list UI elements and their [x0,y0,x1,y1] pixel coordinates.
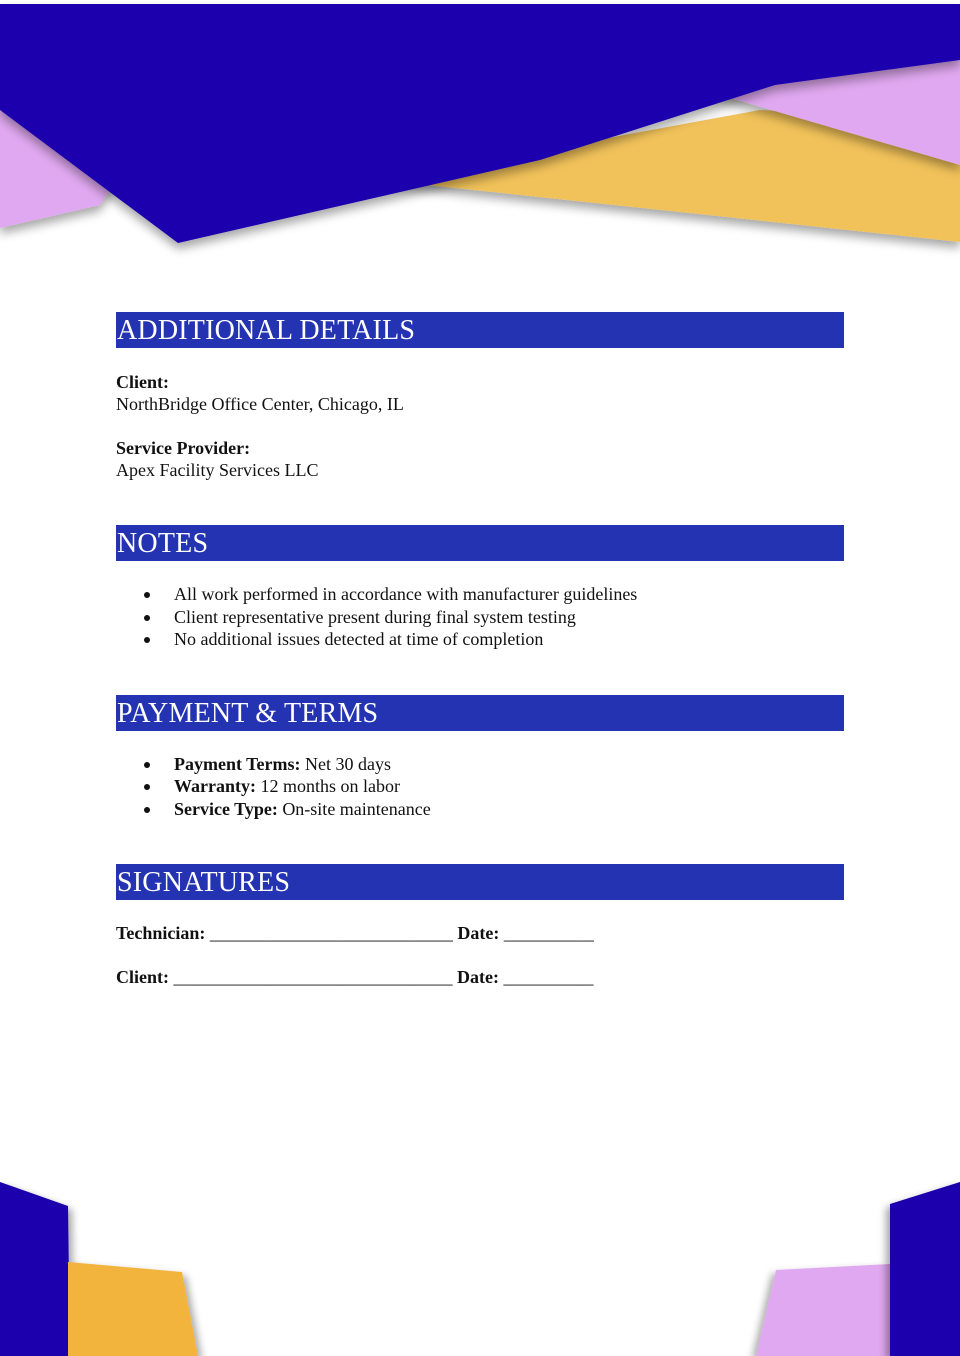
list-item: All work performed in accordance with manufacturer guidelines [116,583,844,606]
notes-header: NOTES [116,525,844,561]
footer-right-lavender-shape [756,1264,890,1356]
document-body [116,312,844,988]
payment-terms-value: Net 30 days [304,753,391,774]
client-label: Client: [116,372,169,392]
client-date-label: Date: [457,967,499,987]
list-item [116,798,844,821]
service-provider-label: Service Provider: [116,438,251,458]
payment-terms-label: Payment Terms: [174,753,301,774]
list-item [116,753,844,776]
technician-date-label: Date: [457,923,500,943]
footer-right-blue-shape [890,1182,960,1356]
technician-signature-blank[interactable]: ___________________________ [209,923,453,943]
bullet-icon [144,784,150,790]
client-date-blank[interactable]: __________ [503,967,594,987]
warranty-label: Warranty: [174,776,256,796]
warranty-value: 12 months on labor [260,776,400,796]
bullet-icon [144,807,150,813]
footer-left-gold-shape [68,1262,198,1356]
list-item: No additional issues detected at time of completion [116,628,844,651]
bullet-icon [144,615,150,621]
signatures-header: SIGNATURES [116,864,844,900]
service-provider-value: Apex Facility Services LLC [116,460,319,480]
service-type-label: Service Type: [174,798,278,819]
payment-terms-header: PAYMENT & TERMS [116,695,844,731]
payment-terms-list [116,753,844,821]
header-decoration [0,0,960,270]
technician-date-blank[interactable]: __________ [503,923,594,943]
client-signature-blank[interactable]: _______________________________ [173,967,453,987]
list-item [116,775,844,798]
footer-right-decoration [740,1176,960,1356]
footer-left-decoration [0,1176,220,1356]
notes-list [116,583,844,651]
technician-label: Technician: [116,923,206,943]
service-type-value: On-site maintenance [282,798,431,819]
list-item: Client representative present during final system testing [116,606,844,629]
bullet-icon [144,637,150,643]
additional-details-block [116,371,844,481]
bullet-icon [144,762,150,768]
footer-left-blue-shape [0,1182,70,1356]
client-value: NorthBridge Office Center, Chicago, IL [116,394,404,414]
additional-details-header: ADDITIONAL DETAILS [116,312,844,348]
technician-signature-line [116,922,844,944]
client-signature-line [116,966,844,988]
bullet-icon [144,592,150,598]
client-signature-label: Client: [116,967,169,987]
